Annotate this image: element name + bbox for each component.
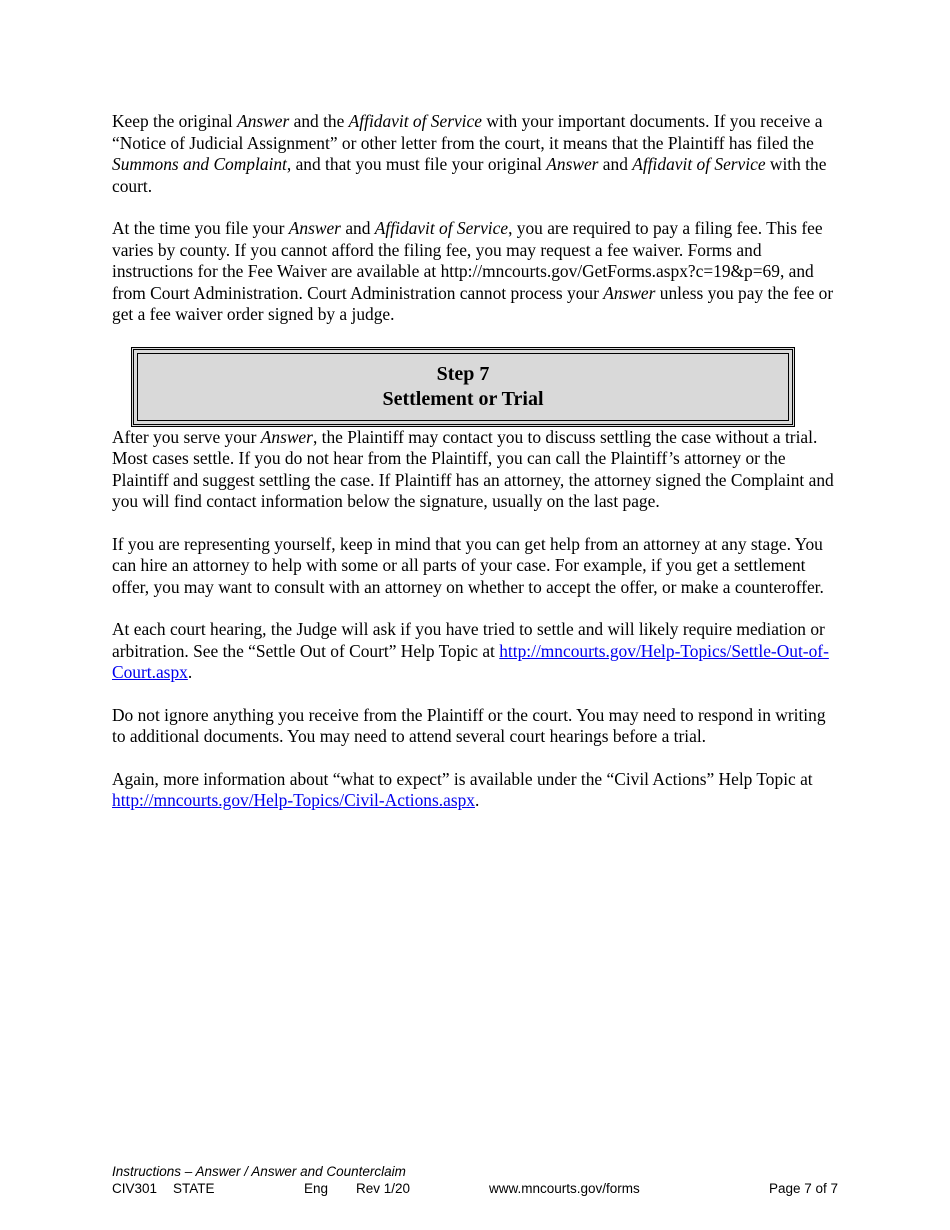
text: . [475,790,480,810]
step-heading-box [131,347,795,427]
footer-language: Eng [304,1181,329,1196]
emphasis: Summons and Complaint [112,154,287,174]
text: Keep the original [112,111,238,131]
emphasis: Affidavit of Service [374,218,509,238]
text: with the court. [112,154,827,196]
emphasis: Answer [603,282,656,303]
text: , you are required to pay a filing fee. This fee varies by county. If you cannot afford the filing fee, you may request a fee waiver. Forms and instructions for the Fee Waiver are available at http://mncourts.gov/GetForms.aspx?c=19&p=69, and from Court Administration. Court Administration cannot process your [112,218,823,303]
footer-title: Instructions – Answer / Answer and Counterclaim [112,1164,406,1179]
text: , and that you must file your original [286,154,547,174]
emphasis: Answer [237,111,290,131]
text: . [187,662,193,682]
text: If you are representing yourself, keep in mind that you can get help from an attorney at any stage. You can hire an attorney to help with some or all parts of your case. For example, if you get a settlement offer, you may want to consult with an attorney on whether to accept the offer, or make a counteroffer. [112,533,824,597]
text: and [598,154,633,174]
step-number: Step 7 [436,362,490,385]
footer-form-number: CIV301 [112,1181,158,1196]
settle-out-of-court-link[interactable]: http://mncourts.gov/Help-Topics/Settle-Out-of-Court.aspx [112,640,829,682]
footer-page-number: Page 7 of 7 [768,1181,838,1196]
emphasis: Answer [546,154,599,174]
text: At each court hearing, the Judge will ask if you have tried to settle and will likely require mediation or arbitration. See the “Settle Out of Court” Help Topic at [112,619,825,661]
paragraph-more-info [112,769,840,812]
footer-info-row [112,1180,840,1197]
paragraph-do-not-ignore [112,705,840,748]
text: and the [289,111,349,131]
footer-website: www.mncourts.gov/forms [489,1181,640,1196]
page-footer [112,1163,840,1197]
text: Do not ignore anything you receive from the Plaintiff or the court. You may need to respond in writing to additional documents. You may need to attend several court hearings before a trial. [112,704,826,746]
footer-revision: Rev 1/20 [356,1181,411,1196]
emphasis: Affidavit of Service [348,111,482,131]
text: After you serve your [112,426,261,447]
step-title: Settlement or Trial [382,387,544,410]
emphasis: Affidavit of Service [632,154,766,174]
paragraph-keep-original [112,111,840,197]
civil-actions-link[interactable]: http://mncourts.gov/Help-Topics/Civil-Actions.aspx [112,790,475,810]
footer-state: STATE [173,1181,215,1196]
text: Again, more information about “what to expect” is available under the “Civil Actions” Help Topic at [112,768,813,789]
text: At the time you file your [112,218,289,238]
text: unless you pay the fee or get a fee waiver order signed by a judge. [112,282,834,324]
paragraph-court-hearing [112,619,840,684]
emphasis: Answer [288,218,341,238]
paragraph-filing-fee [112,218,840,326]
paragraph-attorney-help [112,534,840,599]
text: with your important documents. If you receive a “Notice of Judicial Assignment” or other letter from the court, it means that the Plaintiff has filed the [112,111,823,153]
document-body [112,111,840,833]
text: and [340,218,375,238]
paragraph-settle [112,427,840,513]
text: , the Plaintiff may contact you to discuss settling the case without a trial. Most cases settle. If you do not hear from the Plaintiff, you can call the Plaintiff’s attorney or the Plaintiff and suggest settling the case. If Plaintiff has an attorney, the attorney signed the Complaint and you will find contact information below the signature, usually on the last page. [112,426,834,511]
emphasis: Answer [260,426,313,447]
